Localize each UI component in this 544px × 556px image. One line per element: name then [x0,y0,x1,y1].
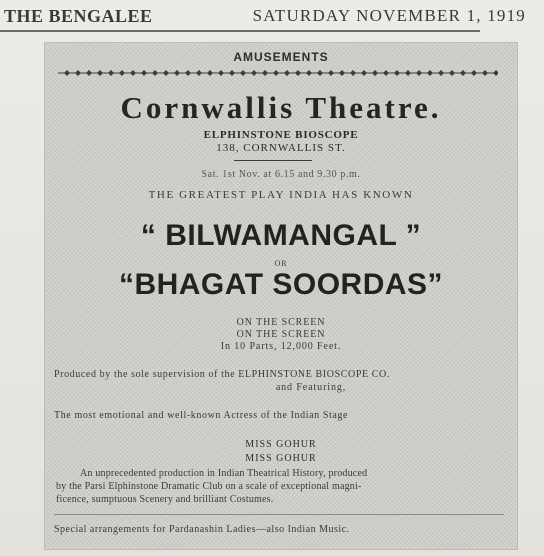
actress-name-repeat: MISS GOHUR [245,453,317,464]
ornament-diamond [350,70,356,76]
ornament-diamond [471,70,477,76]
ornament-diamond [394,70,400,76]
ornament-diamond [130,70,136,76]
on-screen-line: ON THE SCREEN [236,317,326,328]
ornament-diamond [163,70,169,76]
theatre-address: 138, CORNWALLIS ST. [216,142,346,154]
actress-description: The most emotional and well-known Actress of the Indian Stage [54,410,349,421]
production-description [56,467,496,506]
ornament-diamond [416,70,422,76]
newspaper-name: THE BENGALEE [4,6,153,26]
ornament-diamond [372,70,378,76]
ornament-diamond [86,70,92,76]
tagline: THE GREATEST PLAY INDIA HAS KNOWN [148,189,414,201]
issue-date: SATURDAY NOVEMBER 1, 1919 [252,6,526,25]
ornament-diamond [174,70,180,76]
description-line-2: by the Parsi Elphinstone Dramatic Club on a scale of exceptional magni- [56,481,362,492]
film-length: In 10 Parts, 12,000 Feet. [220,341,342,352]
ornament-diamond [405,70,411,76]
ornamental-rule [58,69,498,77]
special-arrangements: Special arrangements for Pardanashin Ladies—also Indian Music. [54,524,350,535]
ornament-diamond [207,70,213,76]
masthead [4,4,540,30]
show-times: Sat. 1st Nov. at 6.15 and 9.30 p.m. [201,169,361,180]
ornament-diamond [273,70,279,76]
ornament-diamond [97,70,103,76]
on-screen-line-repeat: ON THE SCREEN [236,329,326,340]
divider-rule [234,160,312,161]
play-title-bilwamangal: “ BILWAMANGAL ” [140,219,422,252]
bottom-rule [54,514,504,515]
ornament-diamond [284,70,290,76]
featuring-text: and Featuring, [275,382,347,393]
producer-credit: Produced by the sole supervision of the ELPHINSTONE BIOSCOPE CO. [54,369,390,380]
ornament-diamond [438,70,444,76]
ornament-diamond [482,70,488,76]
description-line-3: ficence, sumptuous Scenery and brilliant Costumes. [56,494,274,505]
ornament-diamond [427,70,433,76]
ornament-diamond [229,70,235,76]
ornament-diamond [339,70,345,76]
ornament-diamond [152,70,158,76]
ornament-diamond [240,70,246,76]
featuring-line [44,382,518,393]
ornament-diamond [295,70,301,76]
ornament-diamond [64,70,70,76]
actress-name: MISS GOHUR [245,439,317,450]
ornament-diamond [493,70,498,76]
ornament-diamond [361,70,367,76]
ornament-diamond [185,70,191,76]
or-connector: OR [274,259,288,268]
ornament-diamond [119,70,125,76]
ornament-diamond [218,70,224,76]
ornament-diamond [141,70,147,76]
ornament-diamond [383,70,389,76]
ornament-diamond [460,70,466,76]
play-title-bhagat-soordas: “BHAGAT SOORDAS” [118,268,444,301]
section-heading: AMUSEMENTS [233,50,329,64]
theatre-name: Cornwallis Theatre. [120,90,442,125]
advertisement-clipping [44,42,518,550]
ornament-diamond [108,70,114,76]
ornament-diamond [262,70,268,76]
ornament-diamond [328,70,334,76]
ornament-diamond [306,70,312,76]
ornament-diamond [196,70,202,76]
description-line-1: An unprecedented production in Indian Theatrical History, produced [80,468,368,479]
masthead-rule [0,30,480,32]
bioscope-name: ELPHINSTONE BIOSCOPE [203,129,359,141]
ornament-diamond [449,70,455,76]
ornament-diamond [251,70,257,76]
ornament-diamond [75,70,81,76]
ornament-diamond [317,70,323,76]
